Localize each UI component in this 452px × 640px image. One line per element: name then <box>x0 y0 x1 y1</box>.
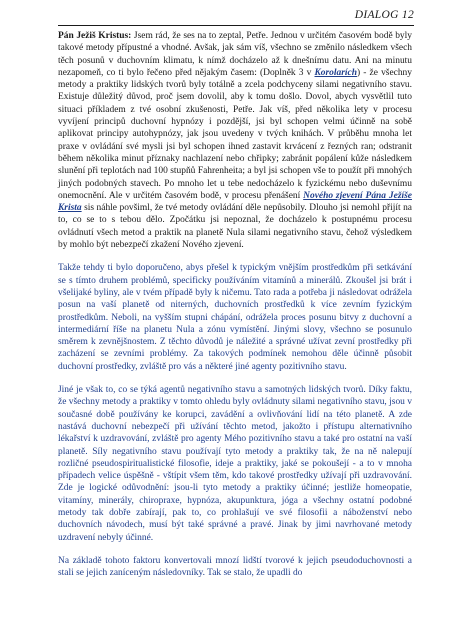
page-header-title: DIALOG 12 <box>354 9 414 21</box>
paragraph-1-text-a: Jsem rád, že ses na to zeptal, Petře. Jednou v určitém časovém bodě byly takové metody přípustné a vhodné. Avšak, jak sám víš, všechno se změnilo následkem všech těch posunů v duchovním klimatu, k nímž docházelo až k dnešnímu datu. Ani na minutu nezapomeň, co ti bylo řečeno před nějakým časem: (Doplněk 3 v <box>58 31 412 78</box>
speaker-label: Pán Ježiš Kristus: <box>58 31 132 41</box>
paragraph-4: Na základě tohoto faktoru konvertovali mnozí lidští tvorové k jejich pseudoduchovnosti a stali se jejich zaníceným následovníky. Tak se stalo, že upadli do <box>58 555 412 579</box>
header-rule <box>58 25 414 26</box>
paragraph-1 <box>58 30 412 251</box>
korolarich-link[interactable]: Korolarích <box>314 67 357 78</box>
document-body <box>58 30 412 590</box>
paragraph-1-text-b: ) - že všechny metody a praktiky lidských tvorů byly totálně a zcela podchyceny silami negativního stavu. Existuje důležitý důvod, proč jsem dovolil, aby k tomu došlo. Dovol, abych vysvětlil tuto situaci příkladem z tvé osobní zkušenosti, Petře. Jak víš, před několika lety v procesu vyvíjení principů duchovní hypnózy i pozdější, jsi byl schopen velmi účinně na sobě aplikovat principy autohypnózy, jak jsou uvedeny v tvých knihách. V průběhu mnoha let praxe v ovládání své mysli jsi byl schopen ihned zastavit krvácení z řezných ran; odstranit během několika minut příznaky nachlazení nebo chřipky; zabránit popálení kůže následkem slunění při teplotách nad 100 stupňů Fahrenheita; a byl jsi schopen vše to použít při mnohých jiných podobných stavech. Po mnoho let u tebe nedocházelo k fyzickému nebo duševnímu onemocnění. Ale v určitém časovém bodě, v procesu přenášení <box>58 67 412 201</box>
nove-zjeveni-link[interactable]: Nového zjevení Pána Ježíše Krista <box>58 190 412 214</box>
paragraph-1-text-c: sis náhle povšiml, že tvé metody ovládání děle nepůsobily. Dlouho jsi nemohl přijít na to, co se to s tebou dělo. Zpočátku jsi nepoznal, že docházelo k postupnému procesu ovládnutí všech metod a praktik na planetě Nula silami negativního stavu, čehož výsledkem by mohlo být nebezpečí zkažení Nového zjevení. <box>58 203 412 251</box>
paragraph-2: Takže tehdy ti bylo doporučeno, abys přešel k typickým vnějším prostředkům při setkávání se s tímto druhem problémů, specificky používáním vitamínů a minerálů. Zkoušel jsi brát i všelijaké byliny, ale v tvém případě byly k ničemu. Tato rada a potřeba ji následovat odrážela posun na vaší planetě od niterných, duchovních prostředků k více zevním fyzickým prostředkům. Neboli, na vyšším stupni chápání, odrážela proces posunu bitvy z duchovní a intermediární říše na planetu Nula a zónu vymístění. Jinými slovy, všechno se posunulo směrem k zevnějšnostem. Z těchto důvodů je náležité a správné užívat zevní prostředky při zacházení se zevními problémy. Za takových podmínek nemohou děle účinně působit duchovní prostředky, zvláště pro vás a některé jiné agenty pozitivního stavu. <box>58 263 412 372</box>
paragraph-3: Jiné je však to, co se týká agentů negativního stavu a samotných lidských tvorů. Díky faktu, že všechny metody a praktiky v tomto ohledu byly ovládnuty silami negativního stavu, jsou v současné době používány ke korupci, zavádění a ovlivňování lidí na této planetě. A zde nastává duchovní nebezpečí při užívání těchto metod, jakožto i přístupu alternativního lékařství k uzdravování, zvláště pro agenty Mého pozitivního stavu a také pro ostatní na vaší planetě. Síly negativního stavu používají tyto metody a praktiky tak, že na ně nalepují rozličné pseudospiritualistické filosofie, ideje a praktiky, jaké se pokoušejí - a to v mnoha případech velice úspěšně - vštípit všem těm, kdo takové prostředky užívají při uzdravování. Zde je logické odůvodnění: jsou-li tyto metody a praktiky účinné; jestliže homeopatie, vitamíny, minerály, chiropraxe, hypnóza, akupunktura, jóga a všechny ostatní podobné metody tak dobře zabírají, pak to, co prohlašují ve své filosofii a náboženství nebo duchovních návodech, musí být také správné a pravé. Jinak by jimi navrhované metody uzdravení nebyly účinné. <box>58 385 412 543</box>
